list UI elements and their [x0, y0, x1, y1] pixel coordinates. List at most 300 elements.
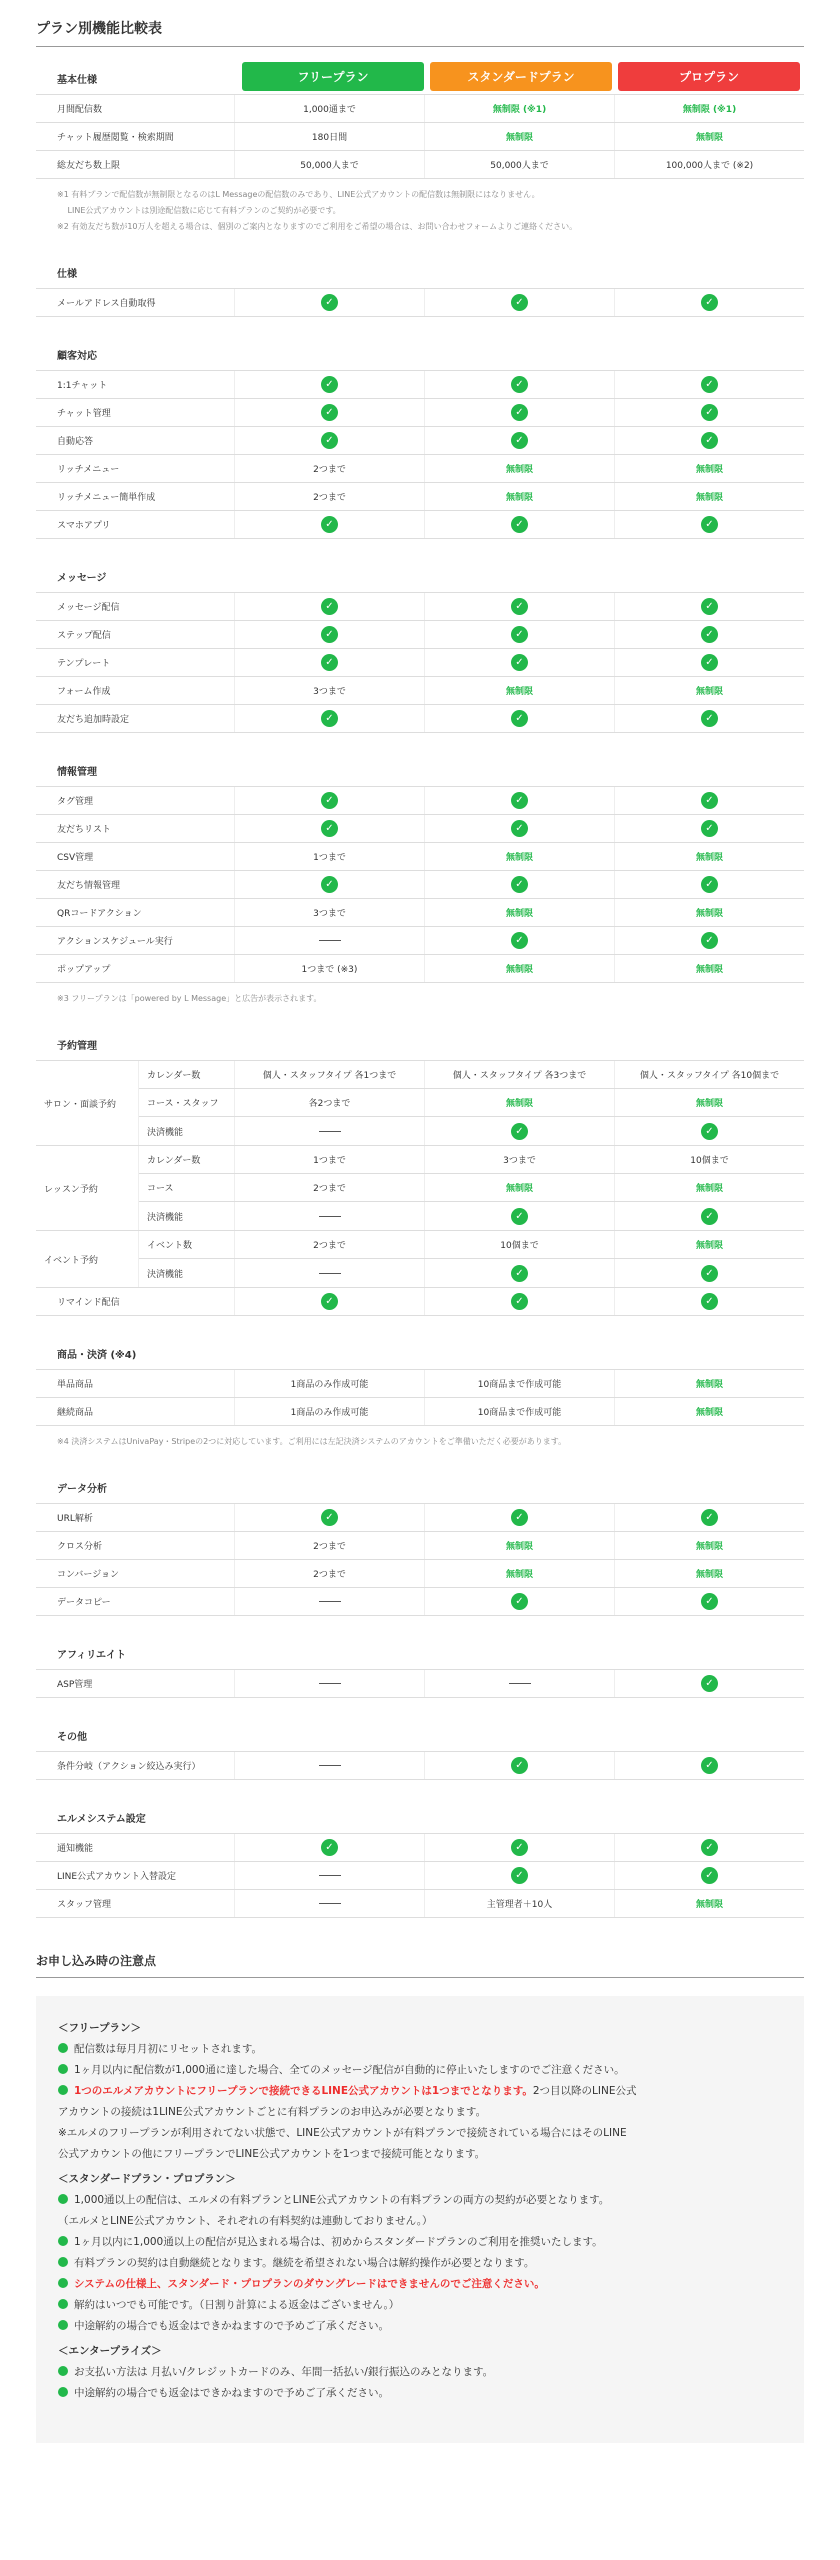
- value-cell: [234, 1174, 424, 1201]
- row-label: LINE公式アカウント入替設定: [57, 1872, 176, 1882]
- notice-line: [58, 2102, 782, 2123]
- check-icon: ✓: [321, 432, 338, 449]
- value-cell: [424, 289, 614, 316]
- check-icon: ✓: [511, 1265, 528, 1282]
- value-text: 1商品のみ作成可能: [290, 1408, 369, 1418]
- table-row: [36, 1890, 804, 1918]
- check-icon: ✓: [321, 654, 338, 671]
- value-cell: [424, 151, 614, 178]
- row-label: フォーム作成: [57, 687, 111, 697]
- table-row: [36, 1834, 804, 1862]
- table-row: [36, 371, 804, 399]
- row-label: 決済機能: [147, 1127, 184, 1138]
- value-text: 無制限: [695, 1099, 723, 1109]
- value-text: 無制限: [505, 1570, 533, 1580]
- check-icon: ✓: [511, 626, 528, 643]
- value-cell: [234, 289, 424, 316]
- check-icon: ✓: [701, 1675, 718, 1692]
- value-cell: [614, 1398, 804, 1425]
- value-cell: [614, 1231, 804, 1258]
- check-icon: ✓: [511, 710, 528, 727]
- value-cell: [614, 787, 804, 814]
- check-icon: ✓: [701, 1208, 718, 1225]
- table-row: [36, 399, 804, 427]
- note-line: ※2 有効友だち数が10万人を超える場合は、個別のご案内となりますのでご利用をご希望の場合は、お問い合わせフォームよりご連絡ください。: [57, 222, 578, 231]
- check-icon: ✓: [701, 1757, 718, 1774]
- value-cell: [424, 705, 614, 732]
- value-cell: [424, 649, 614, 676]
- value-cell: [614, 399, 804, 426]
- row-label: 継続商品: [57, 1408, 94, 1418]
- value-cell: [614, 1288, 804, 1315]
- notice-line: [58, 2362, 782, 2383]
- section-title: メッセージ: [36, 561, 804, 593]
- notice-text: 1ヶ月以内に配信数が1,000通に達した場合、全てのメッセージ配信が自動的に停止いたしますのでご注意ください。: [74, 2064, 625, 2076]
- value-cell: [614, 1089, 804, 1116]
- check-icon: ✓: [511, 820, 528, 837]
- bullet-icon: [58, 2085, 68, 2095]
- value-cell: [234, 927, 424, 954]
- row-label: 月間配信数: [57, 105, 103, 115]
- notice-line: [58, 2211, 782, 2232]
- row-label: データコピー: [57, 1598, 111, 1608]
- check-icon: ✓: [511, 598, 528, 615]
- check-icon: ✓: [511, 932, 528, 949]
- value-cell: [424, 1370, 614, 1397]
- value-cell: [424, 1259, 614, 1287]
- value-text: 無制限: [695, 909, 723, 919]
- section-title: 商品・決済 (※4): [36, 1338, 804, 1370]
- value-cell: [234, 621, 424, 648]
- value-cell: [424, 455, 614, 482]
- value-cell: [234, 871, 424, 898]
- notice-line: [58, 2232, 782, 2253]
- row-label: 総友だち数上限: [57, 161, 121, 171]
- value-cell: [614, 483, 804, 510]
- dash-icon: [319, 1273, 341, 1274]
- table-row: [36, 593, 804, 621]
- check-icon: ✓: [511, 1208, 528, 1225]
- value-cell: [614, 371, 804, 398]
- row-label: リッチメニュー簡単作成: [57, 493, 156, 503]
- bullet-icon: [58, 2387, 68, 2397]
- table-row: [36, 1504, 804, 1532]
- check-icon: ✓: [701, 1867, 718, 1884]
- value-text: 10個まで: [500, 1241, 539, 1251]
- check-icon: ✓: [701, 932, 718, 949]
- check-icon: ✓: [701, 432, 718, 449]
- check-icon: ✓: [511, 294, 528, 311]
- value-cell: [234, 787, 424, 814]
- row-label: イベント数: [147, 1241, 193, 1251]
- check-icon: ✓: [511, 1593, 528, 1610]
- value-cell: [424, 955, 614, 982]
- row-label: CSV管理: [57, 853, 94, 863]
- row-label: コンバージョン: [57, 1570, 120, 1580]
- table-row: [139, 1089, 804, 1117]
- check-icon: ✓: [511, 1293, 528, 1310]
- notice-line: [58, 2081, 782, 2102]
- notice-text: ※エルメのフリープランが利用されてない状態で、LINE公式アカウントが有料プランで接続されている場合にはそのLINE: [58, 2127, 627, 2139]
- section-title: 予約管理: [36, 1029, 804, 1061]
- notice-text: 中途解約の場合でも返金はできかねますので予めご了承ください。: [74, 2320, 389, 2332]
- row-label: チャット管理: [57, 409, 111, 419]
- page-title: プラン別機能比較表: [36, 18, 804, 47]
- table-row: [36, 649, 804, 677]
- dash-icon: [319, 1903, 341, 1904]
- table-row: [139, 1146, 804, 1174]
- basic-notes: [36, 179, 804, 235]
- value-cell: [234, 1504, 424, 1531]
- dash-icon: [319, 1131, 341, 1132]
- check-icon: ✓: [701, 1593, 718, 1610]
- value-cell: [234, 955, 424, 982]
- value-text: 2つまで: [313, 1542, 346, 1552]
- dash-icon: [319, 940, 341, 941]
- value-cell: [424, 511, 614, 538]
- value-cell: [424, 677, 614, 704]
- value-cell: [424, 927, 614, 954]
- notice-highlight: システムの仕様上、スタンダード・プロプランのダウングレードはできませんのでご注意ください。: [74, 2278, 545, 2290]
- table-row: [36, 843, 804, 871]
- section-title: データ分析: [36, 1472, 804, 1504]
- value-cell: [424, 399, 614, 426]
- row-label: カレンダー数: [147, 1156, 201, 1166]
- value-text: 2つまで: [313, 465, 346, 475]
- value-cell: [614, 1752, 804, 1779]
- check-icon: ✓: [321, 376, 338, 393]
- dash-icon: [509, 1683, 531, 1684]
- value-cell: [424, 1834, 614, 1861]
- value-cell: [424, 899, 614, 926]
- plan-header-row: [36, 59, 804, 95]
- value-text: 1,000通まで: [303, 105, 356, 115]
- value-cell: [234, 1670, 424, 1697]
- section-title: 顧客対応: [36, 339, 804, 371]
- value-text: 2つまで: [313, 1184, 346, 1194]
- table-row: [36, 1752, 804, 1780]
- section-note: ※3 フリープランは「powered by L Message」と広告が表示されます。: [57, 994, 322, 1003]
- value-text: 各2つまで: [308, 1099, 351, 1109]
- table-row: [36, 899, 804, 927]
- bullet-icon: [58, 2320, 68, 2330]
- row-label: 1:1チャット: [57, 381, 108, 391]
- value-cell: [424, 787, 614, 814]
- value-text: 1つまで: [313, 1156, 346, 1166]
- plan-free-header: フリープラン: [242, 62, 424, 91]
- reserve-group-rows: [139, 1146, 804, 1230]
- value-cell: [424, 815, 614, 842]
- bullet-icon: [58, 2194, 68, 2204]
- value-cell: [234, 123, 424, 150]
- dash-icon: [319, 1601, 341, 1602]
- check-icon: ✓: [701, 1123, 718, 1140]
- notice-highlight: 1つのエルメアカウントにフリープランで接続できるLINE公式アカウントは1つまでとなります。: [74, 2085, 533, 2097]
- value-text: 10商品まで作成可能: [477, 1408, 562, 1418]
- note-line: LINE公式アカウントは別途配信数に応じて有料プランのご契約が必要です。: [57, 206, 341, 215]
- table-row: [36, 1588, 804, 1616]
- value-cell: [614, 1560, 804, 1587]
- check-icon: ✓: [321, 294, 338, 311]
- check-icon: ✓: [321, 1839, 338, 1856]
- value-cell: [614, 1890, 804, 1917]
- value-cell: [424, 1089, 614, 1116]
- notice-text: 公式アカウントの他にフリープランでLINE公式アカウントを1つまで接続可能となります。: [58, 2148, 486, 2160]
- value-cell: [614, 621, 804, 648]
- notice-line: [58, 2123, 782, 2144]
- row-label: タグ管理: [57, 797, 94, 807]
- notice-text: アカウントの接続は1LINE公式アカウントごとに有料プランのお申込みが必要となります。: [58, 2106, 487, 2118]
- notice-line: [58, 2316, 782, 2337]
- check-icon: ✓: [321, 820, 338, 837]
- row-label: QRコードアクション: [57, 909, 142, 919]
- check-icon: ✓: [701, 516, 718, 533]
- row-label: URL解析: [57, 1514, 93, 1524]
- check-icon: ✓: [511, 792, 528, 809]
- table-row: [36, 787, 804, 815]
- check-icon: ✓: [701, 876, 718, 893]
- value-text: 3つまで: [313, 687, 346, 697]
- check-icon: ✓: [701, 1509, 718, 1526]
- notice-text: お支払い方法は 月払い/クレジットカードのみ、年間一括払い/銀行振込のみとなります。: [74, 2366, 494, 2378]
- check-icon: ✓: [701, 710, 718, 727]
- value-text: 1つまで: [313, 853, 346, 863]
- value-cell: [234, 705, 424, 732]
- check-icon: ✓: [701, 626, 718, 643]
- table-row: [139, 1202, 804, 1230]
- row-label: メッセージ配信: [57, 603, 120, 613]
- check-icon: ✓: [511, 516, 528, 533]
- value-cell: [234, 1089, 424, 1116]
- value-cell: [234, 1398, 424, 1425]
- plan-standard-header: スタンダードプラン: [430, 62, 612, 91]
- notice-text: （エルメとLINE公式アカウント、それぞれの有料契約は連動しておりません。）: [58, 2215, 433, 2227]
- row-label: スマホアプリ: [57, 521, 111, 531]
- row-label: カレンダー数: [147, 1071, 201, 1081]
- table-row: [36, 455, 804, 483]
- value-text: 無制限: [695, 853, 723, 863]
- notice-text: 解約はいつでも可能です。（日割り計算による返金はございません。）: [74, 2299, 400, 2311]
- value-text: 無制限: [695, 1380, 723, 1390]
- table-row: [139, 1259, 804, 1287]
- value-cell: [614, 1174, 804, 1201]
- value-cell: [424, 1288, 614, 1315]
- value-cell: [234, 1202, 424, 1230]
- notice-text: 1ヶ月以内に1,000通以上の配信が見込まれる場合は、初めからスタンダードプランのご利用を推奨いたします。: [74, 2236, 603, 2248]
- value-cell: [424, 1202, 614, 1230]
- value-text: 10商品まで作成可能: [477, 1380, 562, 1390]
- value-text: 無制限: [695, 1570, 723, 1580]
- check-icon: ✓: [511, 1867, 528, 1884]
- table-row: [36, 1670, 804, 1698]
- value-text: 無制限: [695, 465, 723, 475]
- bullet-icon: [58, 2236, 68, 2246]
- row-label: ポップアップ: [57, 965, 111, 975]
- value-cell: [424, 371, 614, 398]
- table-row: [36, 677, 804, 705]
- value-cell: [614, 427, 804, 454]
- value-cell: [424, 1398, 614, 1425]
- value-cell: [614, 1504, 804, 1531]
- check-icon: ✓: [701, 404, 718, 421]
- bullet-icon: [58, 2064, 68, 2074]
- row-label: アクションスケジュール実行: [57, 937, 173, 947]
- value-cell: [614, 289, 804, 316]
- value-cell: [614, 1370, 804, 1397]
- value-cell: [424, 1890, 614, 1917]
- value-cell: [424, 95, 614, 122]
- check-icon: ✓: [511, 654, 528, 671]
- notice-line: [58, 2039, 782, 2060]
- value-text: 無制限: [695, 965, 723, 975]
- value-cell: [424, 1231, 614, 1258]
- reserve-group-rows: [139, 1231, 804, 1287]
- table-row: [36, 927, 804, 955]
- bullet-icon: [58, 2278, 68, 2288]
- dash-icon: [319, 1683, 341, 1684]
- check-icon: ✓: [321, 404, 338, 421]
- check-icon: ✓: [511, 376, 528, 393]
- value-cell: [424, 621, 614, 648]
- row-label: メールアドレス自動取得: [57, 299, 156, 309]
- check-icon: ✓: [701, 1839, 718, 1856]
- value-cell: [614, 123, 804, 150]
- note-line: ※1 有料プランで配信数が無制限となるのはL Messageの配信数のみであり、LINE公式アカウントの配信数は無制限にはなりません。: [57, 190, 540, 199]
- value-text: 無制限: [505, 465, 533, 475]
- check-icon: ✓: [701, 598, 718, 615]
- table-row: [36, 511, 804, 539]
- value-text: 無制限: [695, 687, 723, 697]
- table-row: [36, 1288, 804, 1316]
- notice-line: [58, 2190, 782, 2211]
- value-cell: [424, 1061, 614, 1088]
- row-label: クロス分析: [57, 1542, 103, 1552]
- value-cell: [614, 1146, 804, 1173]
- table-row: [139, 1117, 804, 1145]
- notice-text: 中途解約の場合でも返金はできかねますので予めご了承ください。: [74, 2387, 389, 2399]
- value-cell: [614, 1259, 804, 1287]
- value-cell: [424, 483, 614, 510]
- dash-icon: [319, 1765, 341, 1766]
- section-title: アフィリエイト: [36, 1638, 804, 1670]
- value-cell: [614, 95, 804, 122]
- value-text: 2つまで: [313, 1241, 346, 1251]
- reserve-group: [36, 1231, 804, 1288]
- value-text: 10個まで: [690, 1156, 729, 1166]
- value-text: 無制限 (※1): [682, 105, 737, 115]
- value-text: 3つまで: [503, 1156, 536, 1166]
- bullet-icon: [58, 2366, 68, 2376]
- value-cell: [234, 1370, 424, 1397]
- row-label: チャット履歴閲覧・検索期間: [57, 133, 174, 143]
- value-cell: [234, 1061, 424, 1088]
- reserve-group-label: サロン・面談予約: [36, 1061, 139, 1145]
- value-cell: [614, 843, 804, 870]
- check-icon: ✓: [511, 1757, 528, 1774]
- notice-heading: ＜フリープラン＞: [58, 2022, 142, 2034]
- bullet-icon: [58, 2043, 68, 2053]
- value-cell: [234, 1560, 424, 1587]
- value-cell: [234, 815, 424, 842]
- value-cell: [614, 955, 804, 982]
- value-text: 無制限: [505, 909, 533, 919]
- table-row: [36, 289, 804, 317]
- row-label: 友だち追加時設定: [57, 715, 130, 725]
- dash-icon: [319, 1216, 341, 1217]
- check-icon: ✓: [511, 1839, 528, 1856]
- value-cell: [614, 1834, 804, 1861]
- value-text: 個人・スタッフタイプ 各10個まで: [639, 1071, 780, 1081]
- notice-line: [58, 2295, 782, 2316]
- value-cell: [614, 815, 804, 842]
- value-cell: [424, 843, 614, 870]
- reserve-group-label: レッスン予約: [36, 1146, 139, 1230]
- dash-icon: [319, 1875, 341, 1876]
- value-cell: [614, 677, 804, 704]
- notice-text: 配信数は毎月月初にリセットされます。: [74, 2043, 263, 2055]
- notice-heading: ＜スタンダードプラン・プロプラン＞: [58, 2173, 236, 2185]
- reserve-group-rows: [139, 1061, 804, 1145]
- table-row: [36, 1532, 804, 1560]
- value-cell: [614, 649, 804, 676]
- table-row: [139, 1061, 804, 1089]
- value-cell: [614, 871, 804, 898]
- value-cell: [234, 455, 424, 482]
- value-cell: [424, 1862, 614, 1889]
- value-cell: [234, 95, 424, 122]
- value-text: 個人・スタッフタイプ 各1つまで: [262, 1071, 397, 1081]
- value-cell: [614, 511, 804, 538]
- value-cell: [234, 399, 424, 426]
- value-cell: [234, 511, 424, 538]
- value-cell: [424, 1532, 614, 1559]
- value-text: 無制限: [695, 1900, 723, 1910]
- check-icon: ✓: [701, 1265, 718, 1282]
- value-cell: [234, 1752, 424, 1779]
- reserve-group-label: イベント予約: [36, 1231, 139, 1287]
- row-label: テンプレート: [57, 659, 111, 669]
- value-cell: [614, 1588, 804, 1615]
- reserve-group: [36, 1146, 804, 1231]
- check-icon: ✓: [511, 404, 528, 421]
- value-cell: [424, 1146, 614, 1173]
- value-cell: [424, 1560, 614, 1587]
- table-row: [36, 871, 804, 899]
- row-label: 友だち情報管理: [57, 881, 121, 891]
- notice-text: 有料プランの契約は自動継続となります。継続を希望されない場合は解約操作が必要となります。: [74, 2257, 535, 2269]
- table-row: [36, 427, 804, 455]
- value-cell: [614, 899, 804, 926]
- check-icon: ✓: [701, 820, 718, 837]
- row-label: ステップ配信: [57, 631, 111, 641]
- check-icon: ✓: [321, 710, 338, 727]
- value-cell: [234, 1146, 424, 1173]
- value-text: 無制限: [505, 493, 533, 503]
- row-label: リマインド配信: [57, 1298, 120, 1308]
- basic-spec-title: 基本仕様: [57, 75, 97, 86]
- check-icon: ✓: [701, 792, 718, 809]
- value-cell: [424, 1174, 614, 1201]
- value-cell: [424, 1752, 614, 1779]
- value-cell: [234, 593, 424, 620]
- value-text: 無制限: [505, 133, 533, 143]
- table-row: [36, 621, 804, 649]
- row-label: 条件分岐（アクション絞込み実行）: [57, 1762, 201, 1772]
- notice-line: [58, 2060, 782, 2081]
- check-icon: ✓: [511, 876, 528, 893]
- value-cell: [234, 1588, 424, 1615]
- value-cell: [424, 427, 614, 454]
